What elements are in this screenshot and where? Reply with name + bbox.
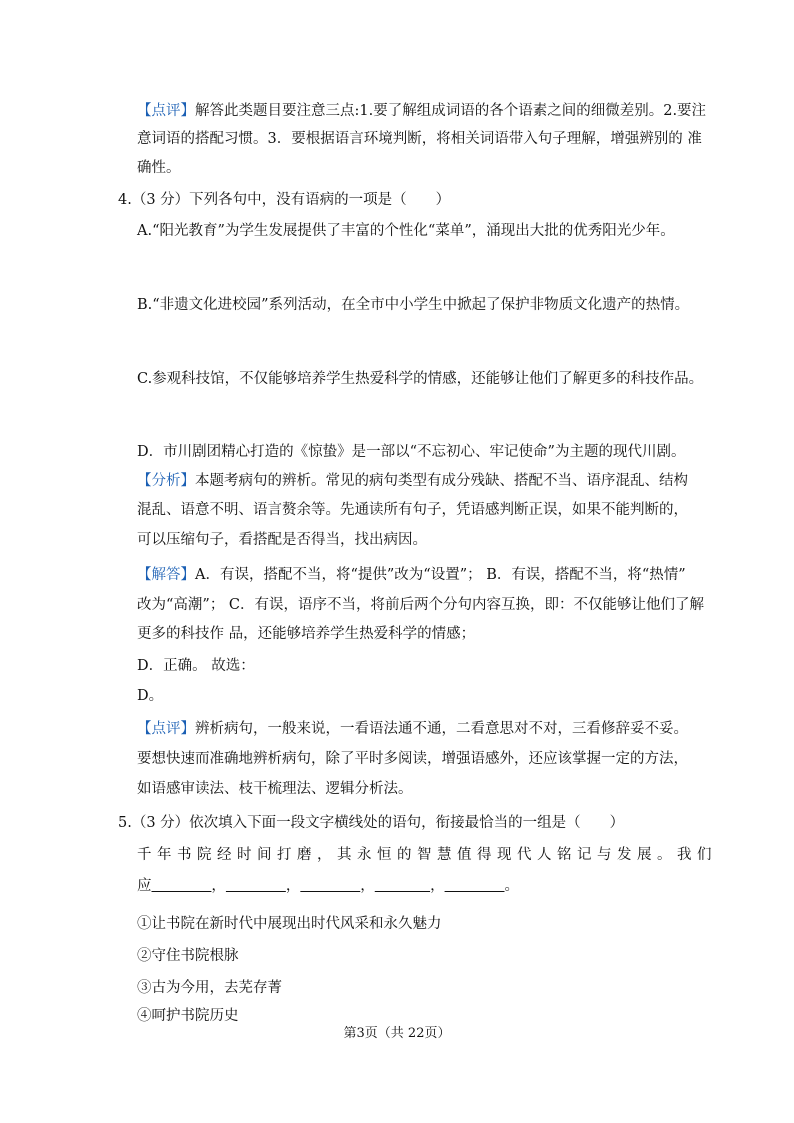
comment-tag: 【点评】: [137, 721, 195, 737]
fill-blank-3[interactable]: [300, 876, 360, 896]
fill-blank-1[interactable]: [152, 876, 212, 896]
fill-blank-4[interactable]: [375, 876, 430, 896]
question-5-stem: 5.（3 分）依次填入下面一段文字横线处的语句，衔接最恰当的一组是（ ）: [118, 815, 625, 831]
question-4-answer-line-5: D。: [137, 688, 164, 704]
answer-tag: 【解答】: [137, 567, 195, 583]
question-4-option-d: D．市川剧团精心打造的《惊蛰》是一部以“不忘初心、牢记使命”为主题的现代川剧。: [137, 444, 686, 460]
question-4-analysis-line-2: 混乱、语意不明、语言赘余等。先通读所有句子，凭语感判断正误，如果不能判断的，: [137, 502, 688, 518]
question-4-answer-line-4: D．正确。 故选：: [137, 658, 255, 674]
question-4-analysis-line-3: 可以压缩句子，看搭配是否得当，找出病因。: [137, 532, 427, 548]
question-4-answer-line-2: 改为“高潮”； C．有误，语序不当，将前后两个分句内容互换，即：不仅能够让他们了解: [137, 597, 705, 613]
question-4-stem: 4.（3 分）下列各句中，没有语病的一项是（ ）: [118, 192, 451, 208]
page-footer: 第3页（共 22页）: [343, 1026, 451, 1041]
question-5-item-3: ③古为今用，去芜存菁: [137, 980, 282, 996]
comment-tag: 【点评】: [137, 103, 195, 119]
question-4-comment-line-2: 要想快速而准确地辨析病句，除了平时多阅读，增强语感外，还应该掌握一定的方法，: [137, 751, 688, 767]
question-4-comment-line-3: 如语感审读法、枝干梳理法、逻辑分析法。: [137, 781, 413, 797]
question-5-item-2: ②守住书院根脉: [137, 948, 239, 964]
fill-blank-5[interactable]: [445, 876, 505, 896]
question-5-item-4: ④呵护书院历史: [137, 1008, 239, 1024]
question-4-analysis-line-1: 【分析】本题考病句的辨析。常见的病句类型有成分残缺、搭配不当、语序混乱、结构: [137, 473, 688, 489]
question-4-answer-line-3: 更多的科技作 品，还能够培养学生热爱科学的情感；: [137, 626, 476, 642]
comment-3-line-1: 【点评】解答此类题目要注意三点:1.要了解组成词语的各个语素之间的细微差别。2.要注: [137, 103, 707, 119]
question-4-option-c: C.参观科技馆，不仅能够培养学生热爱科学的情感，还能够让他们了解更多的科技作品。: [137, 371, 704, 387]
question-4-option-b: B.“非遗文化进校园”系列活动，在全市中小学生中掀起了保护非物质文化遗产的热情。: [137, 297, 690, 313]
fill-blank-2[interactable]: [226, 876, 286, 896]
comment-3-line-3: 确性。: [137, 160, 181, 176]
question-5-item-1: ①让书院在新时代中展现出时代风采和永久魅力: [137, 916, 442, 932]
analysis-tag: 【分析】: [137, 473, 195, 489]
question-4-option-a: A.“阳光教育”为学生发展提供了丰富的个性化“菜单”，涌现出大批的优秀阳光少年。: [137, 223, 675, 239]
comment-3-line-2: 意词语的搭配习惯。3．要根据语言环境判断，将相关词语带入句子理解，增强辨别的 准: [137, 131, 702, 147]
question-4-answer-line-1: 【解答】A．有误，搭配不当，将“提供”改为“设置”； B．有误，搭配不当，将“热情”: [137, 567, 686, 583]
question-5-passage-line-1: 千年书院经时间打磨，其永恒的智慧值得现代人铭记与发展。我们: [137, 847, 717, 863]
question-5-passage-line-2: 应 ， ， ， ， 。: [137, 878, 519, 894]
question-4-comment-line-1: 【点评】辨析病句，一般来说，一看语法通不通，二看意思对不对，三看修辞妥不妥。: [137, 721, 688, 737]
